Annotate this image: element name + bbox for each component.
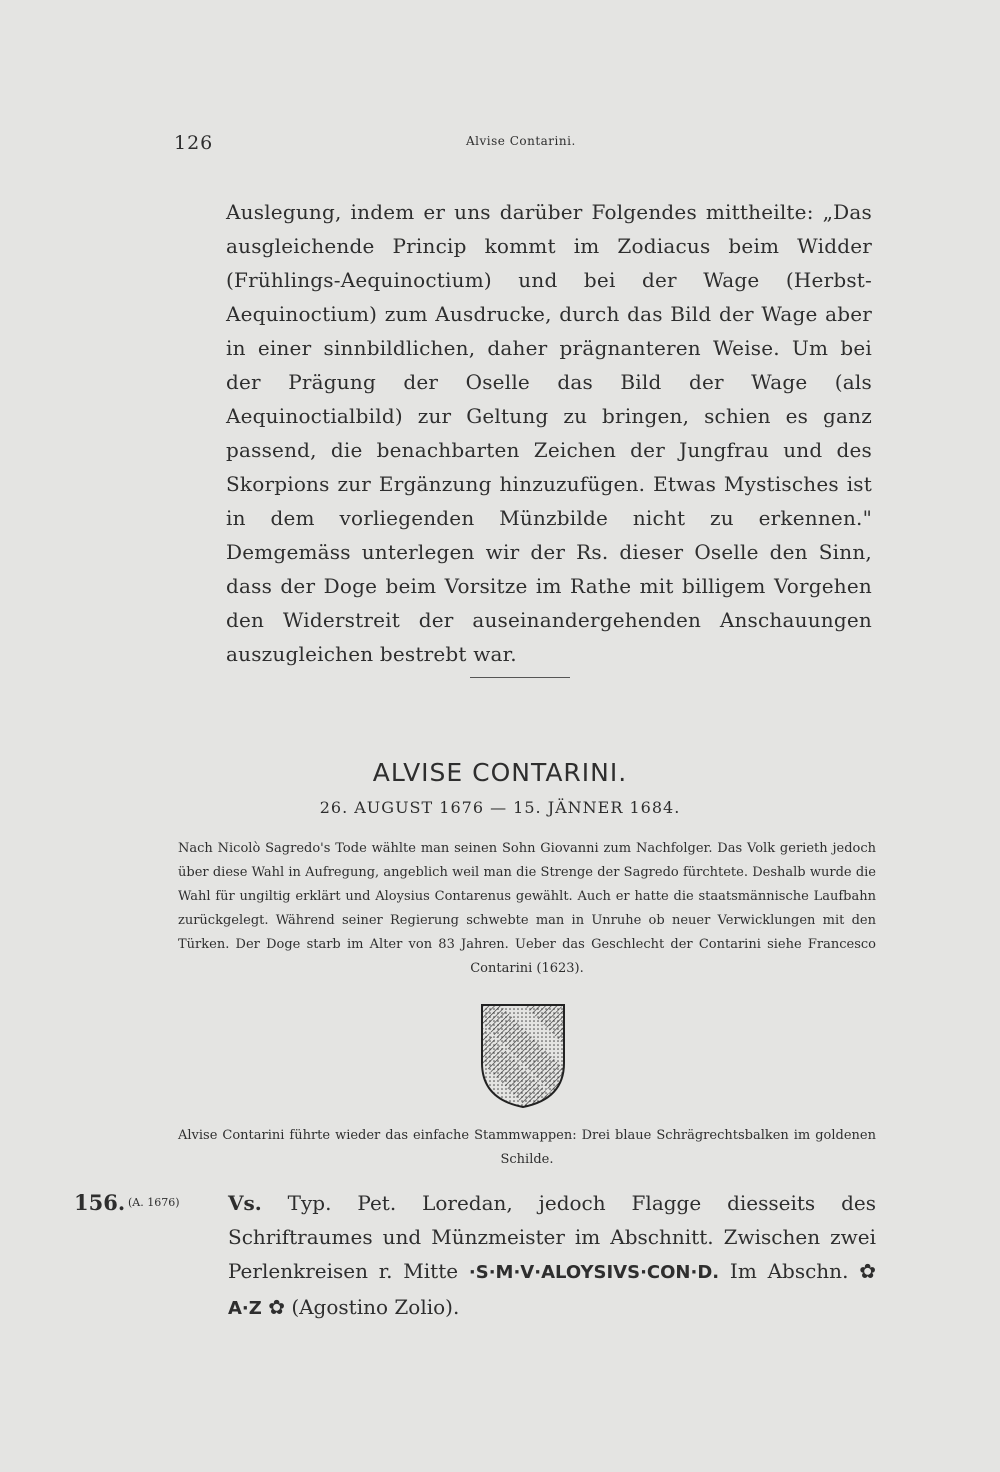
page-number: 126 <box>174 132 214 154</box>
catalog-text-2: Im Abschn. <box>729 1259 849 1283</box>
section-intro: Nach Nicolò Sagredo's Tode wählte man seinen Sohn Giovanni zum Nachfolger. Das Volk gerieth jedoch über diese Wahl in Aufregung, angeblich weil man die Strenge der Sagredo fürchtete. Deshalb wurde die Wahl für ungiltig erklärt und Aloysius Contarenus gewählt. Auch er hatte die staatsmännische Laufbahn zurückgelegt. Während seiner Regierung schwebte man in Unruhe ob neuer Verwicklungen mit den Türken. Der Doge starb im Alter von 83 Jahren. Ueber das Geschlecht der Contarini siehe Francesco Contarini (1623). <box>178 841 876 976</box>
shield-three-bends-icon <box>480 1003 566 1109</box>
rosette-icon: ✿ <box>268 1295 285 1319</box>
section-title: ALVISE CONTARINI. <box>372 758 628 787</box>
catalog-text-1: Typ. Pet. Loredan, jedoch Flagge diesseits des Schriftraumes und Münzmeister im Abschnitt. Zwischen zwei Perlenkreisen r. Mitte <box>228 1191 877 1283</box>
rosette-icon: ✿ <box>859 1259 877 1283</box>
coin-legend: ·S·M·V·ALOYSIVS·CON·D. <box>468 1262 720 1283</box>
body-paragraph: Auslegung, indem er uns darüber Folgendes mittheilte: „Das ausgleichende Princip kommt im Zodiacus beim Widder (Frühlings-Aequinoctium) und bei der Wage (Herbst-Aequinoctium) zum Ausdrucke, durch das Bild der Wage aber in einer sinnbildlichen, daher prägnanteren Weise. Um bei der Prägung der Oselle das Bild der Wage (als Aequinoctialbild) zur Geltung zu bringen, schien es ganz passend, die benachbarten Zeichen der Jungfrau und des Skorpions zur Ergänzung hinzuzufügen. Etwas Mystisches ist in dem vorliegenden Münzbilde nicht zu erkennen." Demgemäss unterlegen wir der Rs. dieser Oselle den Sinn, dass der Doge beim Vorsitze im Rathe mit billigem Vorgehen den Widerstreit der auseinandergehenden Anschauungen auszugleichen bestrebt war. <box>226 200 872 666</box>
coat-of-arms-caption: Alvise Contarini führte wieder das einfache Stammwappen: Drei blaue Schrägrechtsbalken im goldenen Schilde. <box>178 1128 876 1167</box>
obverse-label: Vs. <box>228 1191 262 1215</box>
catalog-number: 156. <box>74 1190 126 1215</box>
mintmaster-initials: A·Z <box>228 1298 262 1319</box>
running-title: Alvise Contarini. <box>466 134 576 148</box>
catalog-year: (A. 1676) <box>128 1196 180 1209</box>
section-dates: 26. AUGUST 1676 — 15. JÄNNER 1684. <box>319 798 681 817</box>
catalog-description <box>228 1186 876 1326</box>
section-divider <box>470 677 570 678</box>
catalog-text-3: (Agostino Zolio). <box>291 1295 460 1319</box>
